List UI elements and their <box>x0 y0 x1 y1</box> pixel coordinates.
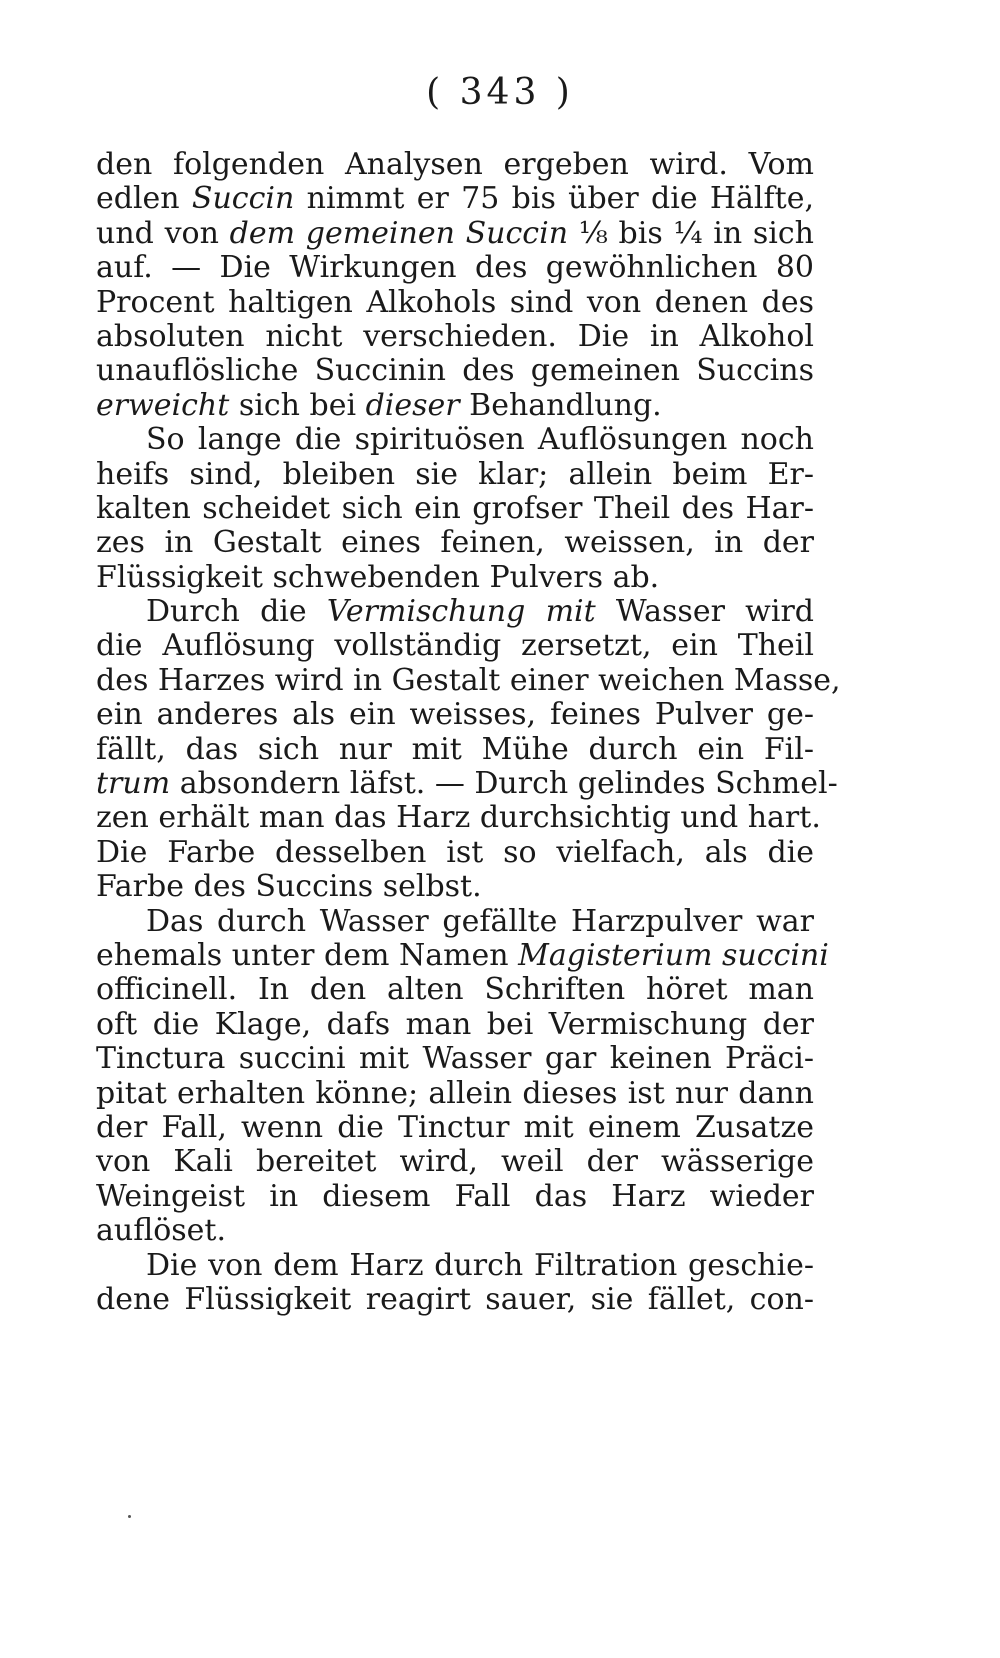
text-line: der Fall, wenn die Tinctur mit einem Zusatze <box>96 1109 814 1145</box>
text-line: officinell. In den alten Schriften höret man <box>96 972 814 1008</box>
text-line: die Auflösung vollständig zersetzt, ein Theil <box>96 628 814 664</box>
text-line: Procent haltigen Alkohols sind von denen des <box>96 284 814 320</box>
italic-text: Succin <box>191 181 295 217</box>
text-line: auf. — Die Wirkungen des gewöhnlichen 80 <box>96 250 814 286</box>
text-segment: Wasser wird <box>595 594 814 630</box>
text-line <box>96 937 829 973</box>
text-segment: edlen <box>96 181 192 217</box>
italic-text: erweicht <box>96 387 230 423</box>
paper-speck <box>128 1515 131 1518</box>
text-line: kalten scheidet sich ein grofser Theil des Har- <box>96 490 814 526</box>
text-line: Tinctura succini mit Wasser gar keinen Präci- <box>96 1041 814 1077</box>
text-line: oft die Klage, dafs man bei Vermischung der <box>96 1006 814 1042</box>
text-line: fällt, das sich nur mit Mühe durch ein Fil- <box>96 731 814 767</box>
text-line: Farbe des Succins selbst. <box>96 869 482 905</box>
text-line: Weingeist in diesem Fall das Harz wieder <box>96 1178 814 1214</box>
text-line: auflöset. <box>96 1213 227 1249</box>
page-number: ( 343 ) <box>426 72 574 113</box>
text-line: unauflösliche Succinin des gemeinen Succins <box>96 353 814 389</box>
text-line: heifs sind, bleiben sie klar; allein beim Er- <box>96 456 814 492</box>
body-text <box>96 147 841 1317</box>
text-line <box>96 182 814 216</box>
text-segment: Behandlung. <box>459 387 662 423</box>
text-line: Die von dem Harz durch Filtration geschie- <box>146 1247 814 1283</box>
text-segment: Durch die <box>146 594 327 630</box>
text-segment: ⅛ bis ¼ in sich <box>568 215 814 251</box>
text-segment: sich bei <box>229 387 366 423</box>
italic-text: dieser <box>365 387 460 423</box>
text-segment: ehemals unter dem Namen <box>96 937 519 973</box>
italic-text: trum <box>96 766 171 802</box>
text-line: den folgenden Analysen ergeben wird. Vom <box>96 147 814 182</box>
text-segment: absondern läfst. — Durch gelindes Schmel- <box>170 766 838 802</box>
text-line: ein anderes als ein weisses, feines Pulver ge- <box>96 697 814 733</box>
text-line <box>96 217 814 251</box>
text-line: zes in Gestalt eines feinen, weissen, in der <box>96 525 814 561</box>
text-line: Die Farbe desselben ist so vielfach, als die <box>96 834 814 870</box>
text-line <box>96 389 814 423</box>
text-line: absoluten nicht verschieden. Die in Alkohol <box>96 318 814 354</box>
text-line: pitat erhalten könne; allein dieses ist nur dann <box>96 1075 814 1111</box>
text-line: So lange die spirituösen Auflösungen noch <box>146 422 814 458</box>
text-line <box>96 766 838 802</box>
text-line: Flüssigkeit schwebenden Pulvers ab. <box>96 559 660 595</box>
text-line: zen erhält man das Harz durchsichtig und hart. <box>96 800 821 836</box>
text-segment: und von <box>96 215 230 251</box>
text-segment: nimmt er 75 bis über die Hälfte, <box>294 181 814 217</box>
italic-text: Magisterium succini <box>518 937 829 973</box>
text-line: des Harzes wird in Gestalt einer weichen Masse, <box>96 662 841 698</box>
italic-text: dem gemeinen Succin <box>229 215 569 251</box>
text-line: dene Flüssigkeit reagirt sauer, sie fället, con- <box>96 1281 814 1317</box>
italic-text: Vermischung mit <box>326 594 596 630</box>
text-line: von Kali bereitet wird, weil der wässerige <box>96 1144 814 1180</box>
text-line <box>96 595 814 629</box>
text-line: Das durch Wasser gefällte Harzpulver war <box>146 903 814 939</box>
